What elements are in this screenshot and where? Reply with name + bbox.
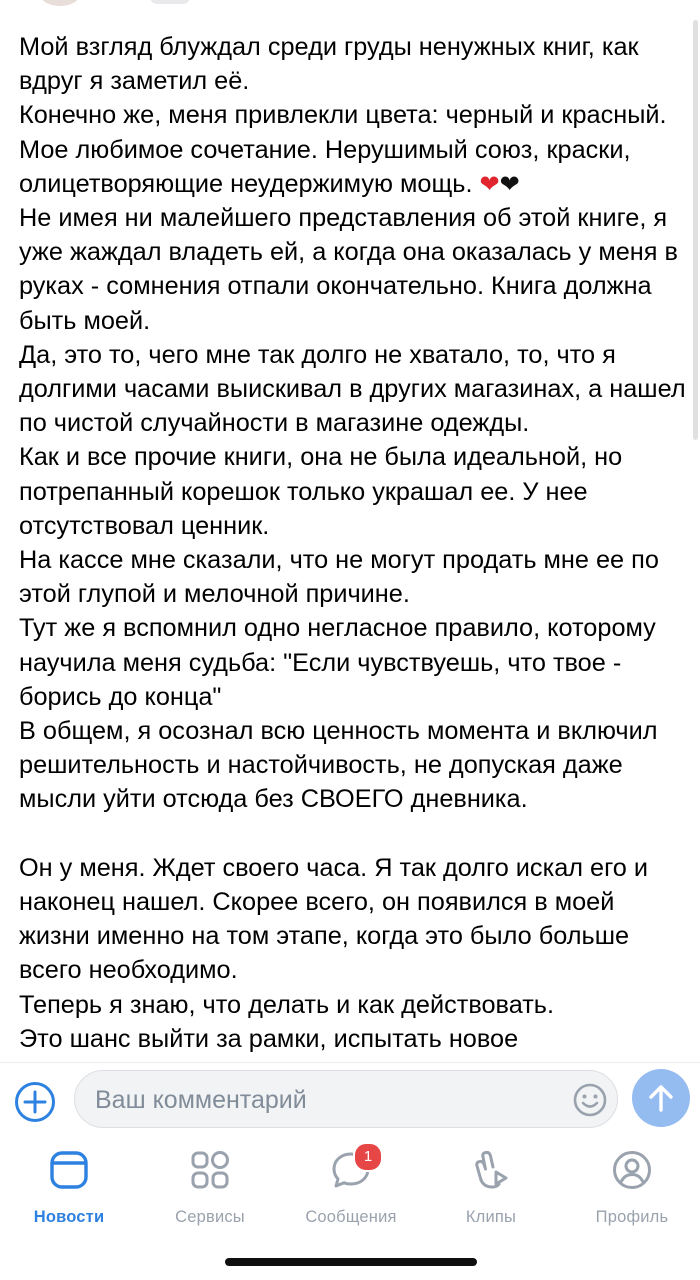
author-name[interactable] xyxy=(150,0,190,4)
black-heart-icon: ❤ xyxy=(499,169,520,198)
tab-label: Клипы xyxy=(465,1208,517,1226)
tab-news[interactable] xyxy=(9,1150,129,1230)
tab-label: Сообщения xyxy=(305,1208,397,1226)
scrollbar[interactable] xyxy=(693,20,698,440)
add-attachment-button[interactable] xyxy=(14,1081,56,1123)
author-avatar[interactable] xyxy=(40,0,80,6)
post-paragraph: Теперь я знаю, что делать и как действовать. xyxy=(19,990,555,1019)
post-paragraph: В общем, я осознал всю ценность момента и включил решительность и настойчивость, не допуская даже мысли уйти отсюда без СВОЕГО дневника. xyxy=(19,717,665,814)
services-grid-icon xyxy=(190,1150,230,1190)
red-heart-icon: ❤ xyxy=(479,169,500,198)
tab-label: Сервисы xyxy=(175,1208,245,1226)
post-paragraph: Он у меня. Ждет своего часа. Я так долго искал его и наконец нашел. Скорее всего, он появился в моей жизни именно на том этапе, когда это было больше всего необходимо. xyxy=(19,853,656,985)
post-paragraph: Это шанс выйти за рамки, испытать новое xyxy=(19,1024,519,1053)
post-paragraph: Тут же я вспомнил одно негласное правило, которому научила меня судьба: "Если чувствуешь, что твое - борись до конца" xyxy=(19,614,663,711)
smile-icon xyxy=(573,1083,607,1117)
post-paragraph: Как и все прочие книги, она не была идеальной, но потрепанный корешок только украшал ее. У нее отсутствовал ценник. xyxy=(19,443,630,540)
post-text xyxy=(19,30,693,1060)
unread-badge: 1 xyxy=(353,1142,383,1172)
tab-clips[interactable] xyxy=(431,1150,551,1230)
post-blank-line xyxy=(19,817,689,851)
post-paragraph: Мой взгляд блуждал среди груды ненужных книг, как вдруг я заметил её. xyxy=(19,33,646,96)
send-button[interactable] xyxy=(632,1069,690,1127)
post-paragraph: Не имея ни малейшего представления об этой книге, я уже жаждал владеть ей, а когда она оказалась у меня в руках - сомнения отпали окончательно. Книга должна быть моей. xyxy=(19,204,685,335)
news-icon xyxy=(49,1150,89,1190)
tab-label: Новости xyxy=(33,1208,105,1226)
comment-field[interactable] xyxy=(74,1070,618,1128)
profile-icon xyxy=(612,1150,652,1190)
clips-icon xyxy=(471,1150,511,1190)
plus-circle-icon xyxy=(14,1081,56,1123)
tab-label: Профиль xyxy=(595,1208,669,1226)
post-paragraph: Конечно же, меня привлекли цвета: черный и красный. Мое любимое сочетание. Нерушимый союз, краски, олицетворяющие неудержимую мощь. ❤❤ xyxy=(19,101,674,198)
comment-composer xyxy=(0,1062,700,1141)
arrow-up-icon xyxy=(647,1083,675,1113)
emoji-button[interactable] xyxy=(573,1083,607,1117)
tab-messages[interactable] xyxy=(291,1150,411,1230)
home-indicator[interactable] xyxy=(225,1258,477,1266)
comment-input[interactable] xyxy=(93,1071,567,1129)
post-paragraph: На кассе мне сказали, что не могут продать мне ее по этой глупой и мелочной причине. xyxy=(19,546,666,609)
tab-profile[interactable] xyxy=(572,1150,692,1230)
post-paragraph: Да, это то, чего мне так долго не хватало, то, что я долгими часами выискивал в других магазинах, а нашел по чистой случайности в магазине одежды. xyxy=(19,340,693,438)
tab-services[interactable] xyxy=(150,1150,270,1230)
